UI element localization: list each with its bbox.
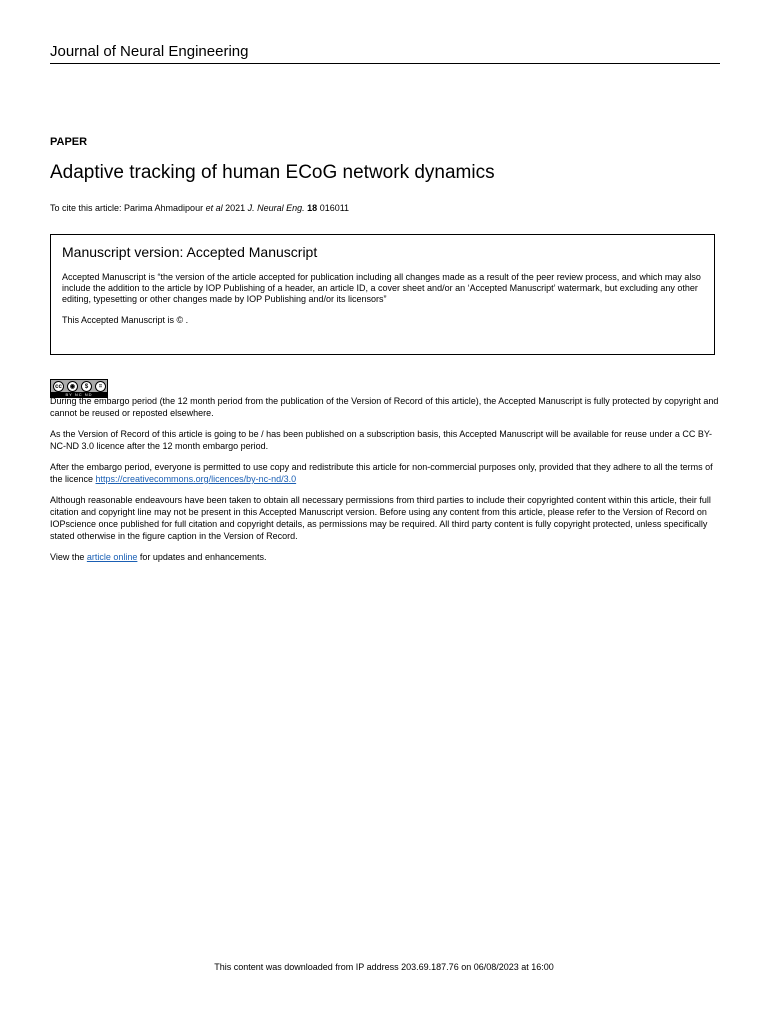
- article-online-link[interactable]: article online: [86, 552, 138, 562]
- citation-line: [50, 203, 349, 214]
- nd-icon: =: [95, 381, 106, 392]
- manuscript-version-box: [50, 234, 715, 355]
- licence-text: After the embargo period, everyone is permitted to use copy and redistribute this article for non-commercial purposes only, provided that they adhere to all the terms of the licence: [50, 462, 713, 484]
- citation-volume: 18: [307, 203, 318, 213]
- licence-paragraph: [50, 461, 720, 485]
- cc-icon: cc: [53, 381, 64, 392]
- section-label: PAPER: [50, 136, 88, 148]
- view-prefix: View the: [50, 552, 87, 562]
- citation-prefix: To cite this article: Parima Ahmadipour: [50, 203, 206, 213]
- cc-license-strip: BY NC ND: [51, 392, 107, 397]
- embargo-paragraph: During the embargo period (the 12 month period from the publication of the Version of Record of this article), the Accepted Manuscript is fully protected by copyright and cannot be reused or reposted elsewhere.: [50, 396, 719, 418]
- citation-journal: J. Neural Eng.: [247, 203, 305, 213]
- view-online-paragraph: [50, 551, 720, 563]
- subscription-paragraph: As the Version of Record of this article is going to be / has been published on a subscription basis, this Accepted Manuscript will be available for reuse under a CC BY-NC-ND 3.0 licence after the 12 month embargo period.: [50, 429, 713, 451]
- manuscript-description: Accepted Manuscript is “the version of the article accepted for publication including all changes made as a result of the peer review process, and which may also include the addition to the article by IOP Publishing of a header, an article ID, a cover sheet and/or an ‘Accepted Manuscript’ watermark, but excluding any other editing, typesetting or other changes made by IOP Publishing and/or its licensors”: [62, 272, 701, 304]
- download-footer: This content was downloaded from IP address 203.69.187.76 on 06/08/2023 at 16:00: [214, 962, 554, 972]
- article-title: Adaptive tracking of human ECoG network dynamics: [50, 162, 495, 183]
- journal-header: [50, 43, 720, 64]
- licence-link[interactable]: https://creativecommons.org/licences/by-nc-nd/3.0: [95, 474, 297, 484]
- citation-year: 2021: [222, 203, 248, 213]
- license-body: [50, 395, 720, 572]
- manuscript-version-heading: Manuscript version: Accepted Manuscript: [62, 244, 318, 260]
- by-icon: ◉: [67, 381, 78, 392]
- permissions-paragraph: Although reasonable endeavours have been taken to obtain all necessary permissions from third parties to include their copyrighted content within this article, their full citation and copyright line may not be present in this Accepted Manuscript version. Before using any content from this article, please refer to the Version of Record on IOPscience once published for full citation and copyright details, as permissions may be required. All third party content is fully copyright protected, unless specifically stated otherwise in the figure caption in the Version of Record.: [50, 495, 711, 541]
- citation-article-number: 016011: [317, 203, 350, 213]
- nc-icon: $: [81, 381, 92, 392]
- manuscript-copyright: This Accepted Manuscript is © .: [62, 315, 189, 325]
- journal-name: Journal of Neural Engineering: [50, 43, 249, 60]
- view-suffix: for updates and enhancements.: [137, 552, 267, 562]
- citation-etal: et al: [205, 203, 223, 213]
